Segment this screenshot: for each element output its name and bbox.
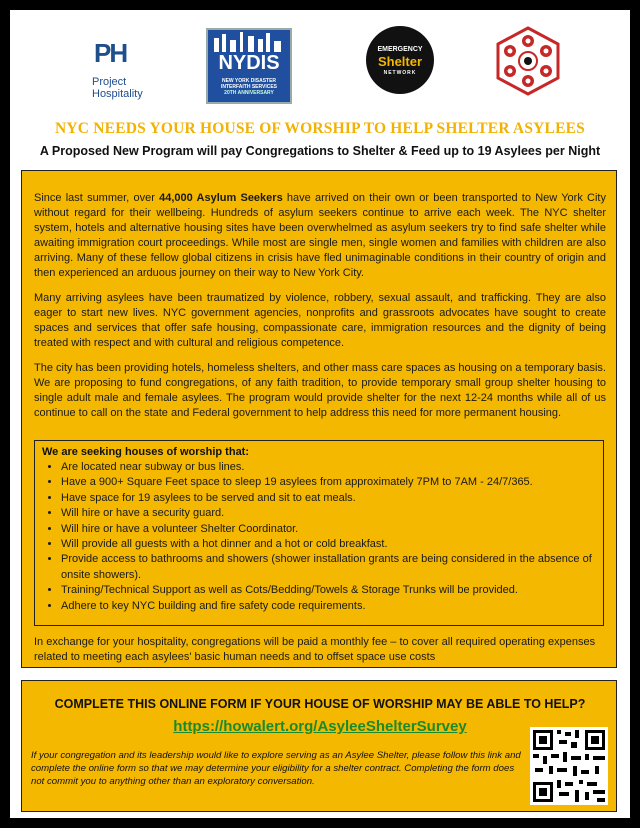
cta-title: COMPLETE THIS ONLINE FORM IF YOUR HOUSE OF WORSHIP MAY BE ABLE TO HELP?: [54, 697, 586, 711]
nydis-sub1: NEW YORK DISASTER: [221, 78, 277, 84]
esn-line1: EMERGENCY: [377, 46, 423, 53]
ph-name-line2: Hospitality: [92, 88, 143, 100]
paragraph-3: The city has been providing hotels, homeless shelters, and other mass care spaces as housing on a temporary basis. We are proposing to fund congregations, of any faith tradition, to provide temporary small group shelter housing to single adult male and female asylees. The program would provide shelter for the next 12-24 months while all of us continue to call on the state and Federal government to help address this need for more permanent housing.: [34, 362, 606, 419]
survey-link[interactable]: https://howalert.org/AsyleeShelterSurvey: [173, 718, 467, 735]
main-info-box: [21, 170, 617, 668]
list-item: • Have space for 19 asylees to be served and sit to eat meals.: [61, 491, 597, 506]
list-item: • Will hire or have a volunteer Shelter Coordinator.: [61, 522, 597, 537]
paragraph-1: Since last summer, over 44,000 Asylum Seekers have arrived on their own or been transported to New York City without regard for their wellbeing. Hundreds of asylum seekers continue to arrive each week. The NYC shelter system, hotels and alternative housing sites have been overwhelmed as asylum seekers try to find safe shelter while awaiting immigration court proceedings. While most are single men, single women and families with children are also arriving. Many of these fellow global citizens in crisis have fled unimaginable conditions in their country of origin and then experienced an arduous journey on their way to New York City.: [34, 192, 606, 279]
skyline-icon: [208, 30, 290, 52]
list-item: • Provide access to bathrooms and showers (shower installation grants are being considered in the absence of onsite showers).: [61, 552, 597, 583]
interfaith-symbols-icon: [492, 26, 564, 96]
ph-house-icon: PH: [94, 38, 127, 68]
cta-note: If your congregation and its leadership would like to explore serving as an Asylee Shelter, please follow this link and complete the online form so that we may determine your eligibility for a shelter contract. Completing the form does not commit you to anything other than an exploratory conversation.: [31, 750, 521, 787]
list-item: • Are located near subway or bus lines.: [61, 460, 597, 475]
list-item: • Training/Technical Support as well as Cots/Bedding/Towels & Storage Trunks will be provided.: [61, 583, 597, 598]
subheadline: A Proposed New Program will pay Congregations to Shelter & Feed up to 19 Asylees per Night: [39, 144, 601, 158]
ph-name-line1: Project: [92, 76, 127, 88]
requirements-list: [35, 460, 605, 614]
esn-line2: Shelter: [377, 54, 423, 69]
nydis-title: NYDIS: [218, 52, 280, 74]
paragraph-2: Many arriving asylees have been traumatized by violence, robbery, sexual assault, and trafficking. They are also eager to start new lives. NYC government agencies, nonprofits and grassroots advocates have sought to create spaces and services that offer safe housing, compassionate care, immigration resources and the dignity of being treated with respect and with cultural and religious competence.: [34, 292, 606, 349]
nydis-sub3: 20TH ANNIVERSARY: [224, 90, 274, 96]
list-item: • Will provide all guests with a hot dinner and a hot or cold breakfast.: [61, 537, 597, 552]
nydis-logo: [206, 28, 292, 104]
list-item: • Will hire or have a security guard.: [61, 506, 597, 521]
list-item: • Have a 900+ Square Feet space to sleep 19 asylees from approximately 7PM to 7AM - 24/7/365.: [61, 475, 597, 490]
asylum-seekers-count: 44,000 Asylum Seekers: [159, 192, 283, 204]
nydis-sub2: INTERFAITH SERVICES: [220, 84, 278, 90]
call-to-action-box: [21, 680, 617, 812]
qr-code-icon[interactable]: [530, 727, 608, 805]
list-item: • Adhere to key NYC building and fire safety code requirements.: [61, 599, 597, 614]
flyer-page: [10, 10, 630, 818]
headline: NYC NEEDS YOUR HOUSE OF WORSHIP TO HELP SHELTER ASYLEES: [55, 120, 585, 137]
project-hospitality-logo: [88, 38, 168, 108]
requirements-title: We are seeking houses of worship that:: [42, 446, 250, 458]
requirements-box: [34, 440, 604, 626]
emergency-shelter-network-logo: [366, 26, 434, 94]
paragraph-4: In exchange for your hospitality, congregations will be paid a monthly fee – to cover all required operating expenses related to meeting each asylees' basic human needs and to offset space use costs: [34, 636, 596, 663]
logo-row: [10, 10, 630, 110]
esn-line3: NETWORK: [383, 70, 417, 76]
